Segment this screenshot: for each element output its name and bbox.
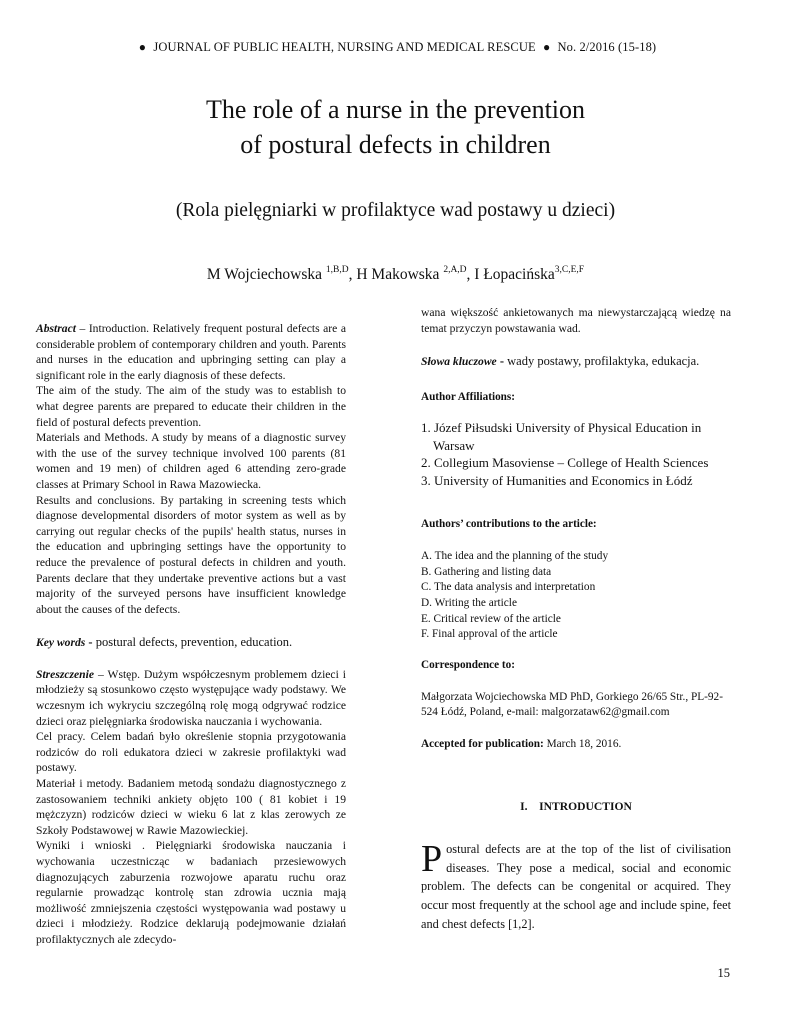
contributions-list	[421, 549, 731, 643]
slowa-kluczowe	[421, 354, 731, 370]
bullet-icon: ●	[542, 40, 551, 54]
author-affiliation-marker: 1,B,D	[325, 265, 349, 275]
left-column	[36, 321, 346, 948]
streszczenie-results: Wyniki i wnioski . Pielęgniarki środowiska nauczania i wychowania uczestnicząc w badaniach przesiewowych diagnozujących zaburzenia rozwojowe aparatu ruchu oraz regularnie prowadząc kontrolę stan zdrowia ucznia mają możliwość zmniejszenia częstości występowania wad postawy u dzieci i młodzieży. Rodzice deklarują podejmowanie działań profilaktycznych ale zdecydo-	[36, 839, 346, 946]
author-separator: ,	[466, 266, 475, 284]
article-subtitle: (Rola pielęgniarki w profilaktyce wad postawy u dzieci)	[175, 200, 616, 221]
contribution-item: F. Final approval of the article	[421, 628, 558, 641]
affiliations-heading: Author Affiliations:	[421, 390, 515, 403]
contribution-item: E. Critical review of the article	[421, 612, 561, 625]
accepted-date: March 18, 2016.	[543, 737, 622, 750]
accepted-line	[421, 737, 731, 753]
bullet-icon: ●	[138, 40, 147, 54]
introduction-body: ostural defects are at the top of the list of civilisation diseases. They pose a medical, social and economic problem. The defects can be congenital or acquired. They occur most frequently at the school age and include spine, feet and chest defects [1,2].	[421, 842, 731, 931]
streszczenie-continued: wana większość ankietowanych ma niewystarczającą wiedzę na temat przyczyn powstawania wad.	[421, 306, 731, 335]
affiliations-list	[421, 419, 731, 489]
contribution-item: B. Gathering and listing data	[421, 565, 552, 578]
keywords	[36, 635, 346, 651]
running-head	[0, 40, 791, 55]
affiliation-item: 3. University of Humanities and Economics in Łódź	[421, 472, 693, 488]
author-name: M Wojciechowska	[206, 266, 323, 284]
article-title	[0, 92, 791, 162]
affiliation-item: 1. Józef Piłsudski University of Physical Education in Warsaw	[421, 420, 702, 453]
accepted-label: Accepted for publication:	[421, 737, 544, 750]
slowa-kluczowe-label: Słowa kluczowe	[421, 355, 497, 369]
contribution-item: D. Writing the article	[421, 597, 517, 610]
author-affiliation-marker: 3,C,E,F	[554, 265, 585, 275]
streszczenie-aim: Cel pracy. Celem badań było określenie stopnia przygotowania rodziców do roli edukatora dzieci w zakresie profilaktyki wad postawy.	[36, 730, 346, 775]
author-name: H Makowska	[356, 266, 440, 284]
abstract-label: Abstract	[36, 322, 76, 335]
contribution-item: C. The data analysis and interpretation	[421, 581, 596, 594]
author-name: I Łopacińska	[474, 266, 555, 284]
drop-cap: P	[421, 838, 443, 881]
abstract-introduction: – Introduction. Relatively frequent postural defects are a considerable problem of contemporary children and youth. Parents and nurses in the education and upbringing setting can play a significant role in the early diagnosis of these defects.	[36, 322, 346, 382]
right-column	[421, 305, 731, 933]
keywords-label: Key words	[36, 636, 86, 650]
introduction-heading: I. INTRODUCTION	[520, 799, 632, 813]
keywords-text: postural defects, prevention, education.	[95, 635, 293, 650]
correspondence-heading: Correspondence to:	[421, 659, 515, 672]
keywords-separator: -	[85, 635, 96, 650]
slowa-kluczowe-separator: -	[496, 354, 508, 369]
streszczenie-methods: Materiał i metody. Badaniem metodą sondażu diagnostycznego z zastosowaniem techniki ankiety objęto 100 ( 81 kobiet i 19 mężczyzn) rodziców dzieci w wieku 6 lat z klas zerowych ze Szkoły Podstawowej w Rawie Mazowieckiej.	[36, 777, 346, 837]
abstract-aim: The aim of the study. The aim of the study was to establish to what degree parents are prepared to educate their children in the field of postural defects prevention.	[36, 384, 346, 429]
title-line-1: The role of a nurse in the prevention	[205, 95, 586, 124]
author-separator: ,	[348, 266, 357, 284]
author-affiliation-marker: 2,A,D	[443, 265, 467, 275]
author-list	[0, 266, 791, 284]
journal-name: JOURNAL OF PUBLIC HEALTH, NURSING AND MEDICAL RESCUE	[153, 40, 536, 54]
streszczenie	[36, 667, 346, 948]
streszczenie-introduction: – Wstęp. Dużym współczesnym problemem dzieci i młodzieży są stosunkowo często występujące wady podstawy. We wczesnym ich wykryciu szczególną rolę mogą odgrywać rodzice dzieci oraz pielęgniarka środowiska nauczania i wychowania.	[36, 667, 346, 728]
issue-info: No. 2/2016 (15-18)	[557, 40, 657, 54]
title-line-2: of postural defects in children	[240, 130, 551, 159]
page-number: 15	[717, 966, 730, 980]
correspondence-text: Małgorzata Wojciechowska MD PhD, Gorkiego 26/65 Str., PL-92-524 Łódź, Poland, e-mail: malgorzataw62@gmail.com	[421, 690, 723, 719]
contributions-heading: Authors’ contributions to the article:	[421, 518, 597, 531]
slowa-kluczowe-text: wady postawy, profilaktyka, edukacja.	[507, 354, 700, 369]
introduction-text	[421, 840, 731, 933]
contribution-item: A. The idea and the planning of the study	[421, 549, 609, 562]
affiliation-item: 2. Collegium Masoviense – College of Health Sciences	[421, 455, 709, 471]
abstract-results: Results and conclusions. By partaking in screening tests which diagnose developmental disorders of motor system as well as by carrying out regular checks of the pupils' health status, nurses in the education and upbringing settings have the opportunity to reduce the prevalence of postural defects in children and youth. Parents declare that they undertake preventive actions but a vast majority of the surveyed persons have insufficient knowledge about the causes of the defects.	[36, 493, 346, 616]
abstract-methods: Materials and Methods. A study by means of a diagnostic survey with the use of the survey technique involved 100 parents (81 women and 19 men) of children aged 6 attending zero-grade classes at Primary School in Rawa Mazowiecka.	[36, 431, 346, 491]
abstract	[36, 321, 346, 617]
streszczenie-label: Streszczenie	[36, 667, 94, 681]
